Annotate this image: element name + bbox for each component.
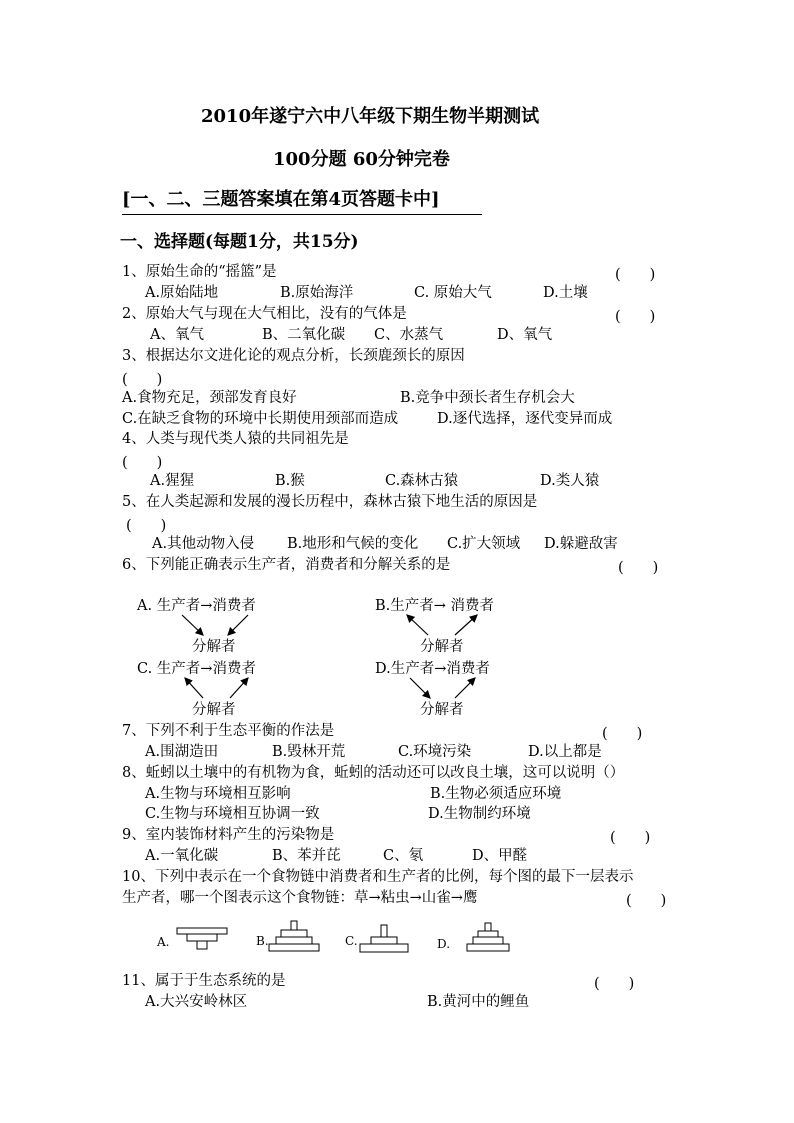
q10-stem-line2: 生产者，哪一个图表示这个食物链：草→粘虫→山雀→鹰 xyxy=(122,890,478,906)
q10-stem-line1: 10、下列中表示在一个食物链中消费者和生产者的比例，每个图的最下一层表示 xyxy=(122,869,634,885)
q7-option-a: A.围湖造田 xyxy=(145,744,219,760)
exam-subtitle: 100分题 60分钟完卷 xyxy=(273,149,450,170)
q6-d-chain: D.生产者→消费者 xyxy=(375,661,490,677)
q5-stem: 5、在人类起源和发展的漫长历程中，森林古猿下地生活的原因是 xyxy=(122,494,538,510)
q2-option-c: C、水蒸气 xyxy=(374,327,444,343)
q8-option-b: B.生物必须适应环境 xyxy=(430,786,562,802)
q6-c-arrow-right xyxy=(230,678,248,698)
q5-answer-blank[interactable]: ( ) xyxy=(126,518,167,534)
q7-stem: 7、下列不利于生态平衡的作法是 xyxy=(122,723,335,739)
q9-answer-blank[interactable]: ( ) xyxy=(610,830,651,846)
q10-option-d: D. xyxy=(437,937,451,951)
q6-d-decomposer: 分解者 xyxy=(420,702,464,718)
q3-option-b: B.竞争中颈长者生存机会大 xyxy=(400,390,575,406)
q6-b-chain: B.生产者→ 消费者 xyxy=(375,598,495,614)
q5-option-c: C.扩大领域 xyxy=(447,536,521,552)
q4-option-c: C.森林古猿 xyxy=(385,473,459,489)
q4-answer-blank[interactable]: ( ) xyxy=(122,455,163,471)
q10-option-c: C. xyxy=(345,934,358,948)
q8-stem: 8、蚯蚓以土壤中的有机物为食，蚯蚓的活动还可以改良土壤，这可以说明（） xyxy=(122,765,625,781)
q5-option-a: A.其他动物入侵 xyxy=(152,536,255,552)
q7-option-c: C.环境污染 xyxy=(398,744,472,760)
q11-option-b: B.黄河中的鲤鱼 xyxy=(427,994,530,1010)
q4-option-d: D.类人猿 xyxy=(540,473,600,489)
q1-option-d: D.土壤 xyxy=(543,285,588,301)
q8-option-d: D.生物制约环境 xyxy=(428,806,531,822)
q2-option-a: A、氧气 xyxy=(150,327,204,343)
q5-option-d: D.躲避敌害 xyxy=(544,536,618,552)
page-title: 2010年遂宁六中八年级下期生物半期测试 xyxy=(201,106,540,127)
q9-option-b: B、苯并芘 xyxy=(272,848,341,864)
q11-answer-blank[interactable]: ( ) xyxy=(594,976,635,992)
q3-option-a: A.食物充足，颈部发育良好 xyxy=(122,390,297,406)
q6-b-arrow-left xyxy=(407,615,428,635)
q11-option-a: A.大兴安岭林区 xyxy=(145,994,248,1010)
q7-option-d: D.以上都是 xyxy=(528,744,602,760)
q10-answer-blank[interactable]: ( ) xyxy=(626,893,667,909)
q9-option-d: D、甲醛 xyxy=(472,848,528,864)
q10-diagram-b xyxy=(269,921,319,951)
q6-b-decomposer: 分解者 xyxy=(420,639,464,655)
q2-option-d: D、氧气 xyxy=(497,327,553,343)
q6-b-arrow-right xyxy=(455,615,477,635)
q6-stem: 6、下列能正确表示生产者，消费者和分解关系的是 xyxy=(122,557,451,573)
q4-option-b: B.猴 xyxy=(275,473,305,489)
q5-option-b: B.地形和气候的变化 xyxy=(287,536,419,552)
q9-stem: 9、室内装饰材料产生的污染物是 xyxy=(122,827,335,843)
q3-option-d: D.逐代选择，逐代变异而成 xyxy=(437,411,613,427)
q6-a-arrow-left xyxy=(182,615,203,635)
q11-stem: 11、属于于生态系统的是 xyxy=(122,973,286,989)
q9-option-c: C、氡 xyxy=(383,848,424,864)
q1-answer-blank[interactable]: ( ) xyxy=(615,267,656,283)
q6-a-chain: A. 生产者→消费者 xyxy=(137,598,256,614)
section-heading: 一、选择题(每题1分，共15分) xyxy=(120,232,359,252)
q3-answer-blank[interactable]: ( ) xyxy=(122,372,163,388)
q8-option-c: C.生物与环境相互协调一致 xyxy=(145,806,320,822)
q10-diagram-d xyxy=(467,923,509,951)
q4-option-a: A.猩猩 xyxy=(150,473,195,489)
q1-stem: 1、原始生命的“摇篮”是 xyxy=(122,264,277,280)
q1-option-a: A.原始陆地 xyxy=(145,285,219,301)
q10-option-a: A. xyxy=(157,935,170,949)
q6-answer-blank[interactable]: ( ) xyxy=(618,560,659,576)
q6-a-arrow-right xyxy=(228,615,248,635)
q1-option-c: C. 原始大气 xyxy=(414,285,492,301)
q9-option-a: A.一氧化碳 xyxy=(145,848,219,864)
q6-c-decomposer: 分解者 xyxy=(192,702,236,718)
q7-answer-blank[interactable]: ( ) xyxy=(602,726,643,742)
q3-option-c: C.在缺乏食物的环境中长期使用颈部而造成 xyxy=(122,411,399,427)
q4-stem: 4、人类与现代类人猿的共同祖先是 xyxy=(122,431,349,447)
q1-option-b: B.原始海洋 xyxy=(280,285,354,301)
q6-d-arrow-right xyxy=(455,678,475,698)
q6-a-decomposer: 分解者 xyxy=(192,639,236,655)
q2-option-b: B、二氧化碳 xyxy=(262,327,346,343)
q6-c-arrow-left xyxy=(185,678,203,698)
q2-answer-blank[interactable]: ( ) xyxy=(615,309,656,325)
q10-diagram-c xyxy=(360,925,408,952)
q2-stem: 2、原始大气与现在大气相比，没有的气体是 xyxy=(122,306,407,322)
q6-c-chain: C. 生产者→消费者 xyxy=(137,661,256,677)
q6-d-arrow-left xyxy=(410,678,430,698)
q10-diagram-a xyxy=(177,928,227,949)
q10-option-b: B. xyxy=(256,934,269,948)
q8-option-a: A.生物与环境相互影响 xyxy=(145,786,291,802)
q7-option-b: B.毁林开荒 xyxy=(272,744,346,760)
q3-stem: 3、根据达尔文进化论的观点分析，长颈鹿颈长的原因 xyxy=(122,348,465,364)
answer-note: [一、二、三题答案填在第4页答题卡中] xyxy=(122,189,440,210)
